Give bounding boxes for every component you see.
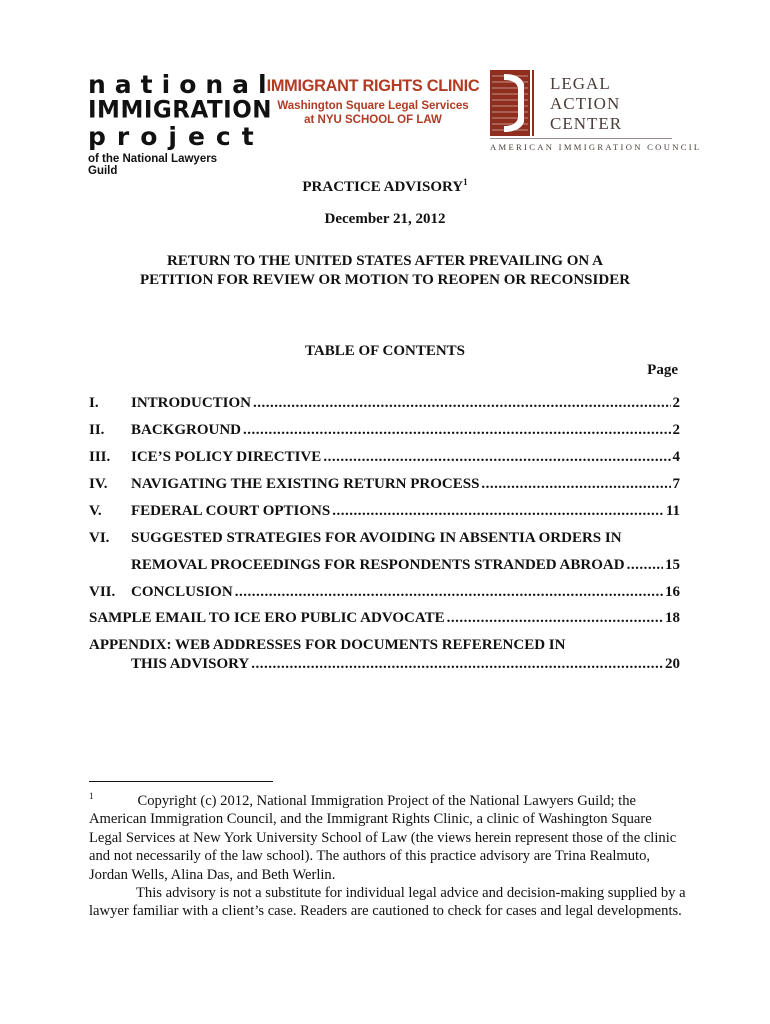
lac-divider — [490, 138, 672, 139]
lac-emblem-icon — [490, 70, 542, 136]
toc-leader-dots — [323, 448, 670, 467]
nip-logo-word-project: project — [88, 122, 265, 151]
toc-entry-page: 20 — [665, 656, 680, 672]
footnote-paragraph-1 — [89, 787, 687, 884]
toc-entry-title: ICE’S POLICY DIRECTIVE — [131, 449, 322, 465]
toc-entry-title: NAVIGATING THE EXISTING RETURN PROCESS — [131, 476, 480, 492]
toc-leader-dots — [481, 475, 670, 494]
toc-leader-dots — [447, 609, 663, 628]
footnote — [89, 787, 687, 921]
national-immigration-project-logo — [88, 70, 276, 177]
legal-action-center-logo — [490, 70, 702, 154]
nip-logo-word-national: national — [88, 70, 276, 99]
toc-entry-strategies-cont[interactable] — [89, 556, 680, 575]
toc-entry-page: 7 — [672, 476, 680, 492]
toc-entry-page: 2 — [672, 422, 680, 438]
toc-entry-conclusion[interactable] — [89, 583, 680, 602]
footnote-reference[interactable]: 1 — [463, 177, 468, 187]
lac-word-action: ACTION — [550, 94, 621, 113]
toc-entry-title: FEDERAL COURT OPTIONS — [131, 503, 331, 519]
toc-entry-appendix[interactable] — [89, 636, 680, 655]
toc-entry-appendix-cont[interactable] — [89, 655, 680, 674]
toc-entry-background[interactable] — [89, 421, 680, 440]
toc-heading: TABLE OF CONTENTS — [304, 343, 466, 359]
footnote-mark: 1 — [89, 791, 94, 801]
toc-entry-title: SUGGESTED STRATEGIES FOR AVOIDING IN ABSENTIA ORDERS IN — [131, 530, 622, 546]
irc-logo-school: at NYU SCHOOL OF LAW — [304, 114, 442, 126]
toc-entry-number: I. — [89, 395, 99, 411]
advisory-subject — [0, 252, 770, 290]
toc-entry-page: 11 — [665, 503, 680, 519]
toc-entry-federal-court[interactable] — [89, 502, 680, 521]
toc-entry-introduction[interactable] — [89, 394, 680, 413]
toc-entry-title-continued: REMOVAL PROCEEDINGS FOR RESPONDENTS STRANDED ABROAD — [131, 557, 625, 573]
toc-entry-page: 15 — [665, 557, 680, 573]
toc-entry-title-continued: THIS ADVISORY — [131, 656, 250, 672]
toc-entry-number: IV. — [89, 476, 108, 492]
lac-word-center: CENTER — [550, 114, 623, 133]
immigrant-rights-clinic-logo — [258, 76, 488, 126]
toc-leader-dots — [235, 583, 663, 602]
advisory-subject-line-1: RETURN TO THE UNITED STATES AFTER PREVAILING ON A — [167, 253, 603, 269]
toc-leader-dots — [332, 502, 664, 521]
toc-entry-policy-directive[interactable] — [89, 448, 680, 467]
advisory-date: December 21, 2012 — [324, 211, 446, 227]
toc-leader-dots — [243, 421, 670, 440]
lac-council-name: AMERICAN IMMIGRATION COUNCIL — [490, 142, 702, 152]
advisory-title-text: PRACTICE ADVISORY — [302, 179, 464, 195]
toc-entry-title: INTRODUCTION — [131, 395, 252, 411]
footnote-separator — [89, 781, 273, 782]
footnote-paragraph-2: This advisory is not a substitute for individual legal advice and decision-making supplied by a lawyer familiar with a client’s case. Readers are cautioned to check for cases and legal developments. — [89, 885, 686, 920]
nip-logo-word-immigration: IMMIGRATION — [88, 96, 273, 124]
nip-logo-guild: of the National Lawyers Guild — [88, 153, 218, 177]
toc-leader-dots — [253, 394, 670, 413]
toc-entry-number: V. — [89, 503, 102, 519]
toc-entry-title: BACKGROUND — [131, 422, 242, 438]
advisory-title — [0, 177, 770, 196]
toc-entry-title: CONCLUSION — [131, 584, 233, 600]
toc-entry-number: VI. — [89, 530, 110, 546]
toc-leader-dots — [251, 655, 663, 674]
toc-entry-page: 18 — [665, 610, 680, 626]
advisory-subject-line-2: PETITION FOR REVIEW OR MOTION TO REOPEN OR RECONSIDER — [139, 272, 631, 288]
toc-entry-sample-email[interactable] — [89, 609, 680, 628]
toc-entry-title: APPENDIX: WEB ADDRESSES FOR DOCUMENTS REFERENCED IN — [89, 637, 566, 653]
toc-entry-number: III. — [89, 449, 111, 465]
toc-entry-number: II. — [89, 422, 105, 438]
lac-wordmark — [550, 74, 622, 134]
toc-entry-page: 16 — [665, 584, 680, 600]
lac-word-legal: LEGAL — [550, 74, 611, 93]
toc-entry-return-process[interactable] — [89, 475, 680, 494]
irc-logo-title: IMMIGRANT RIGHTS CLINIC — [266, 76, 480, 95]
toc-entry-strategies[interactable] — [89, 529, 680, 548]
footnote-copyright-text: Copyright (c) 2012, National Immigration Project of the National Lawyers Guild; the American Immigration Council, and the Immigrant Rights Clinic, a clinic of Washington Square Legal Services at New York University School of Law (the views herein represent those of the clinic and not necessarily of the law school). The authors of this practice advisory are Trina Realmuto, Jordan Wells, Alina Das, and Beth Werlin. — [89, 793, 677, 883]
toc-entry-title: SAMPLE EMAIL TO ICE ERO PUBLIC ADVOCATE — [89, 610, 445, 626]
toc-entry-number: VII. — [89, 584, 116, 600]
toc-entry-page: 2 — [672, 395, 680, 411]
toc-leader-dots — [627, 556, 663, 575]
toc-page-column-label: Page — [647, 362, 678, 378]
irc-logo-subtitle: Washington Square Legal Services — [277, 100, 469, 112]
toc-entry-page: 4 — [672, 449, 680, 465]
